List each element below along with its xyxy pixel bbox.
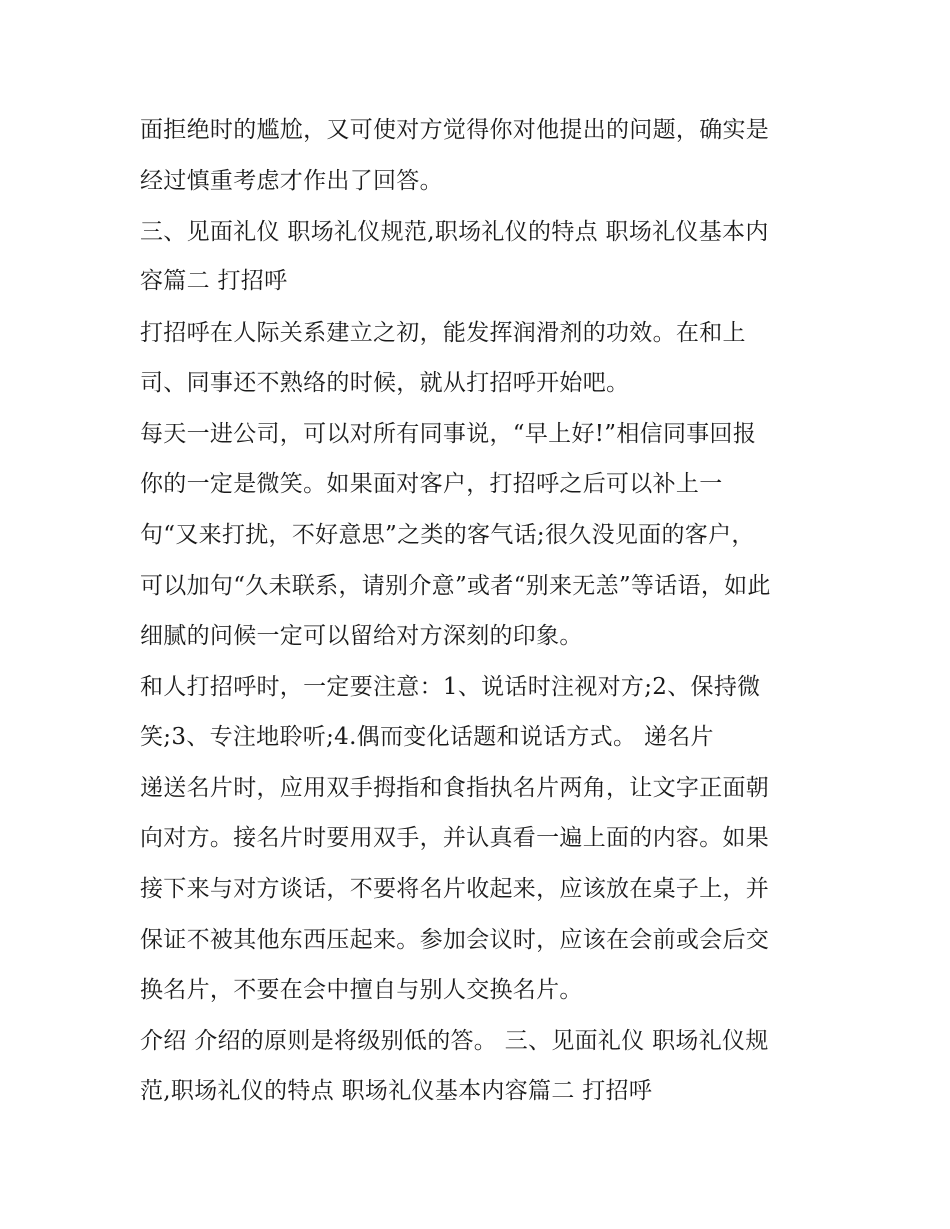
text-line-19: 介绍 介绍的原则是将级别低的答。 三、见面礼仪 职场礼仪规 [140, 1028, 769, 1054]
text-line-8: 你的一定是微笑。如果面对客户，打招呼之后可以补上一 [140, 471, 723, 497]
text-line-3: 三、见面礼仪 职场礼仪规范,职场礼仪的特点 职场礼仪基本内 [140, 219, 769, 245]
text-line-7: 每天一进公司，可以对所有同事说，“早上好!”相信同事回报 [140, 421, 757, 447]
text-line-10: 可以加句“久未联系，请别介意”或者“别来无恙”等话语，如此 [140, 573, 771, 599]
text-line-6: 司、同事还不熟络的时候，就从打招呼开始吧。 [140, 370, 630, 396]
text-line-4: 容篇二 打招呼 [140, 268, 288, 294]
text-line-9: 句“又来打扰，不好意思”之类的客气话;很久没见面的客户， [140, 522, 755, 548]
text-line-12: 和人打招呼时，一定要注意：1、说话时注视对方;2、保持微 [140, 674, 761, 700]
text-line-11: 细腻的问候一定可以留给对方深刻的印象。 [140, 623, 583, 649]
text-line-18: 换名片，不要在会中擅自与别人交换名片。 [140, 977, 583, 1003]
text-line-17: 保证不被其他东西压起来。参加会议时，应该在会前或会后交 [140, 927, 770, 953]
text-line-13: 笑;3、专注地聆听;4.偶而变化话题和说话方式。 递名片 [140, 724, 714, 750]
text-line-16: 接下来与对方谈话，不要将名片收起来，应该放在桌子上，并 [140, 876, 770, 902]
text-line-14: 递送名片时，应用双手拇指和食指执名片两角，让文字正面朝 [140, 775, 770, 801]
text-line-15: 向对方。接名片时要用双手，并认真看一遍上面的内容。如果 [140, 825, 770, 851]
text-line-5: 打招呼在人际关系建立之初，能发挥润滑剂的功效。在和上 [140, 320, 746, 346]
text-line-20: 范,职场礼仪的特点 职场礼仪基本内容篇二 打招呼 [140, 1078, 653, 1104]
text-line-1: 面拒绝时的尴尬，又可使对方觉得你对他提出的问题，确实是 [140, 117, 770, 143]
text-line-2: 经过慎重考虑才作出了回答。 [140, 168, 443, 194]
